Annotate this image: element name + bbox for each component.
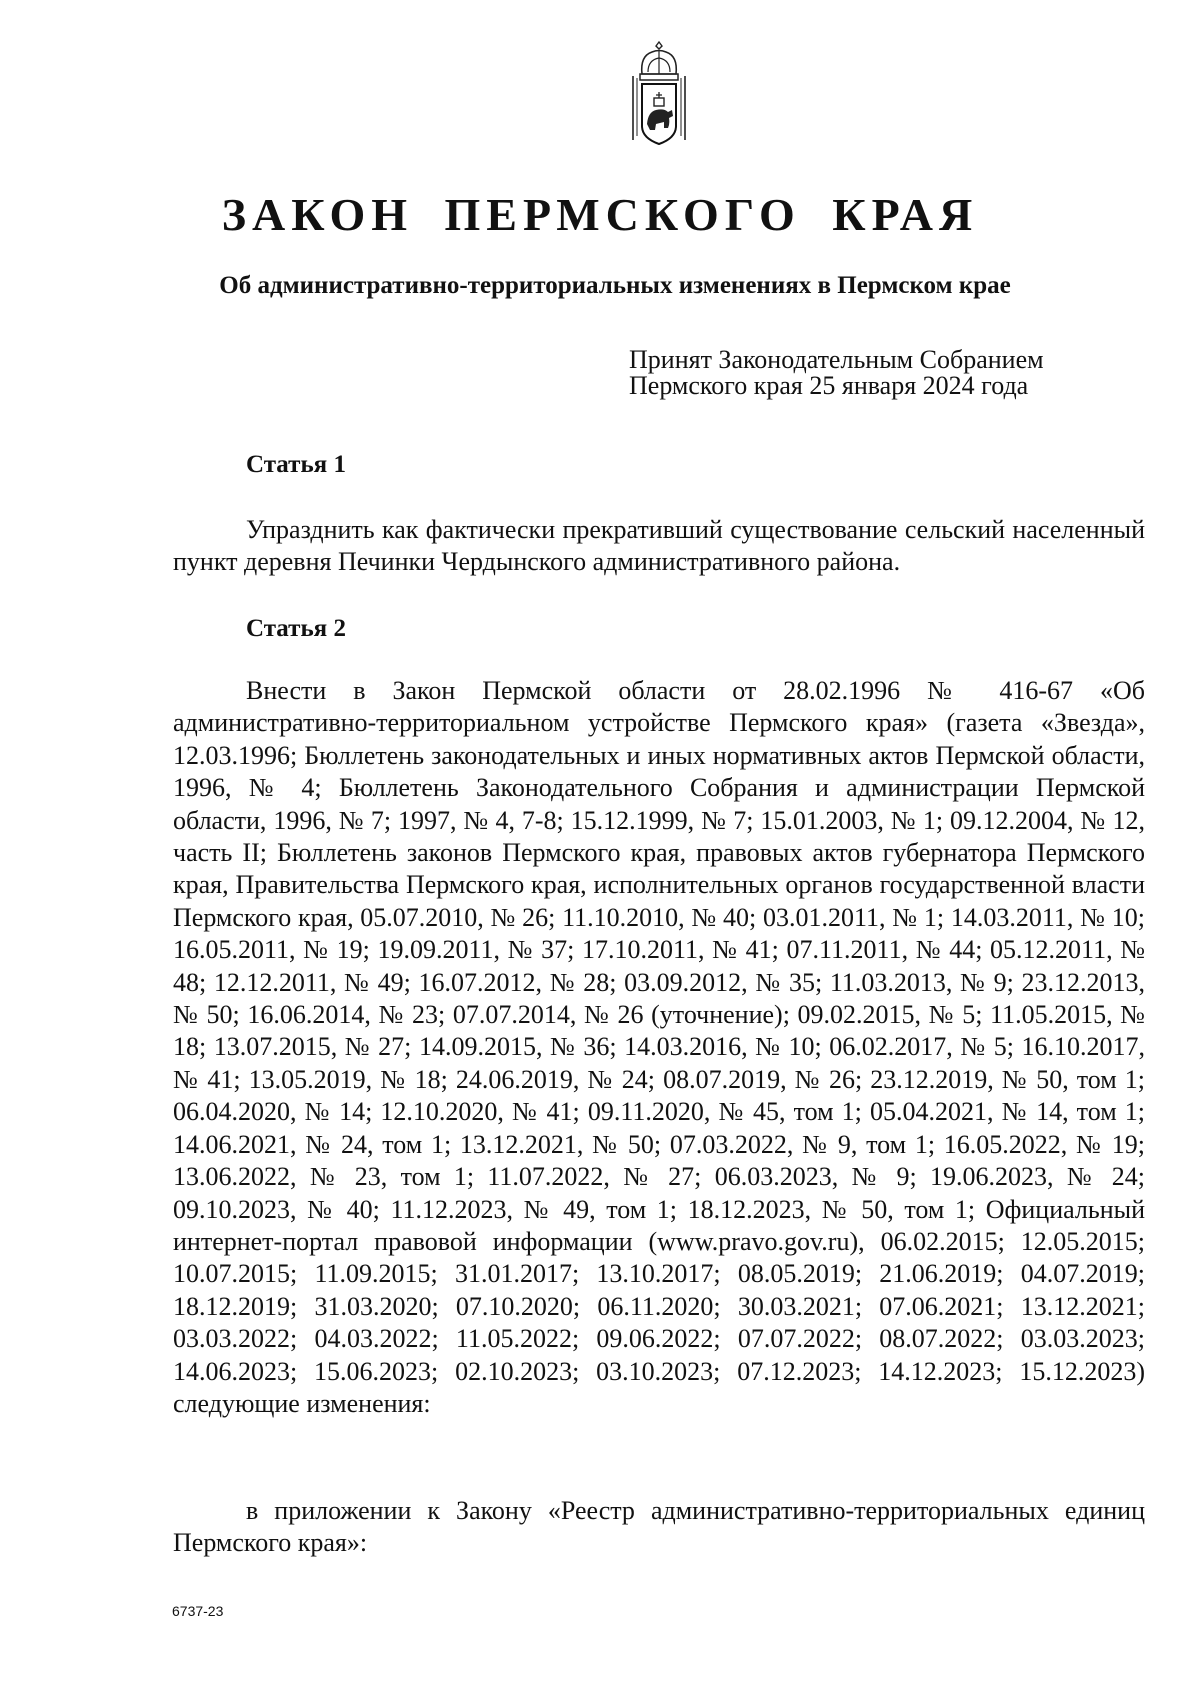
article-1-paragraph: Упразднить как фактически прекративший существование сельский населенный пункт деревня Печинки Чердынского административного района. (173, 515, 1145, 577)
adoption-note-line-1: Принят Законодательным Собранием (629, 345, 1044, 374)
perm-krai-coat-of-arms-icon (628, 40, 690, 152)
law-subtitle: Об административно-территориальных изменениях в Пермском крае (219, 272, 1011, 299)
article-2-heading: Статья 2 (246, 615, 346, 642)
adoption-note-line-2: Пермского края 25 января 2024 года (629, 371, 1029, 400)
document-code: 6737-23 (172, 1603, 224, 1619)
article-2-paragraph-1: Внести в Закон Пермской области от 28.02.1996 № 416-67 «Об административно-территориальном устройстве Пермского края» (газета «Звезда», 12.03.1996; Бюллетень законодательных и иных нормативных актов Пермской области, 1996, № 4; Бюллетень Законодательного Собрания и администрации Пермской области, 1996, № 7; 1997, № 4, 7-8; 15.12.1999, № 7; 15.01.2003, № 1; 09.12.2004, № 12, часть II; Бюллетень законов Пермского края, правовых актов губернатора Пермского края, Правительства Пермского края, исполнительных органов государственной власти Пермского края, 05.07.2010, № 26; 11.10.2010, № 40; 03.01.2011, № 1; 14.03.2011, № 10; 16.05.2011, № 19; 19.09.2011, № 37; 17.10.2011, № 41; 07.11.2011, № 44; 05.12.2011, № 48; 12.12.2011, № 49; 16.07.2012, № 28; 03.09.2012, № 35; 11.03.2013, № 9; 23.12.2013, № 50; 16.06.2014, № 23; 07.07.2014, № 26 (уточнение); 09.02.2015, № 5; 11.05.2015, № 18; 13.07.2015, № 27; 14.09.2015, № 36; 14.03.2016, № 10; 06.02.2017, № 5; 16.10.2017, № 41; 13.05.2019, № 18; 24.06.2019, № 24; 08.07.2019, № 26; 23.12.2019, № 50, том 1; 06.04.2020, № 14; 12.10.2020, № 41; 09.11.2020, № 45, том 1; 05.04.2021, № 14, том 1; 14.06.2021, № 24, том 1; 13.12.2021, № 50; 07.03.2022, № 9, том 1; 16.05.2022, № 19; 13.06.2022, № 23, том 1; 11.07.2022, № 27; 06.03.2023, № 9; 19.06.2023, № 24; 09.10.2023, № 40; 11.12.2023, № 49, том 1; 18.12.2023, № 50, том 1; Официальный интернет-портал правовой информации (www.pravo.gov.ru), 06.02.2015; 12.05.2015; 10.07.2015; 11.09.2015; 31.01.2017; 13.10.2017; 08.05.2019; 21.06.2019; 04.07.2019; 18.12.2019; 31.03.2020; 07.10.2020; 06.11.2020; 30.03.2021; 07.06.2021; 13.12.2021; 03.03.2022; 04.03.2022; 11.05.2022; 09.06.2022; 07.07.2022; 08.07.2022; 03.03.2023; 14.06.2023; 15.06.2023; 02.10.2023; 03.10.2023; 07.12.2023; 14.12.2023; 15.12.2023) следующие изменения: (173, 676, 1145, 1418)
article-2-paragraph-2: в приложении к Закону «Реестр административно-территориальных единиц Пермского края»: (173, 1496, 1145, 1558)
article-1-heading: Статья 1 (246, 451, 346, 478)
adoption-note (629, 347, 1189, 399)
law-title: ЗАКОН ПЕРМСКОГО КРАЯ (221, 189, 979, 240)
